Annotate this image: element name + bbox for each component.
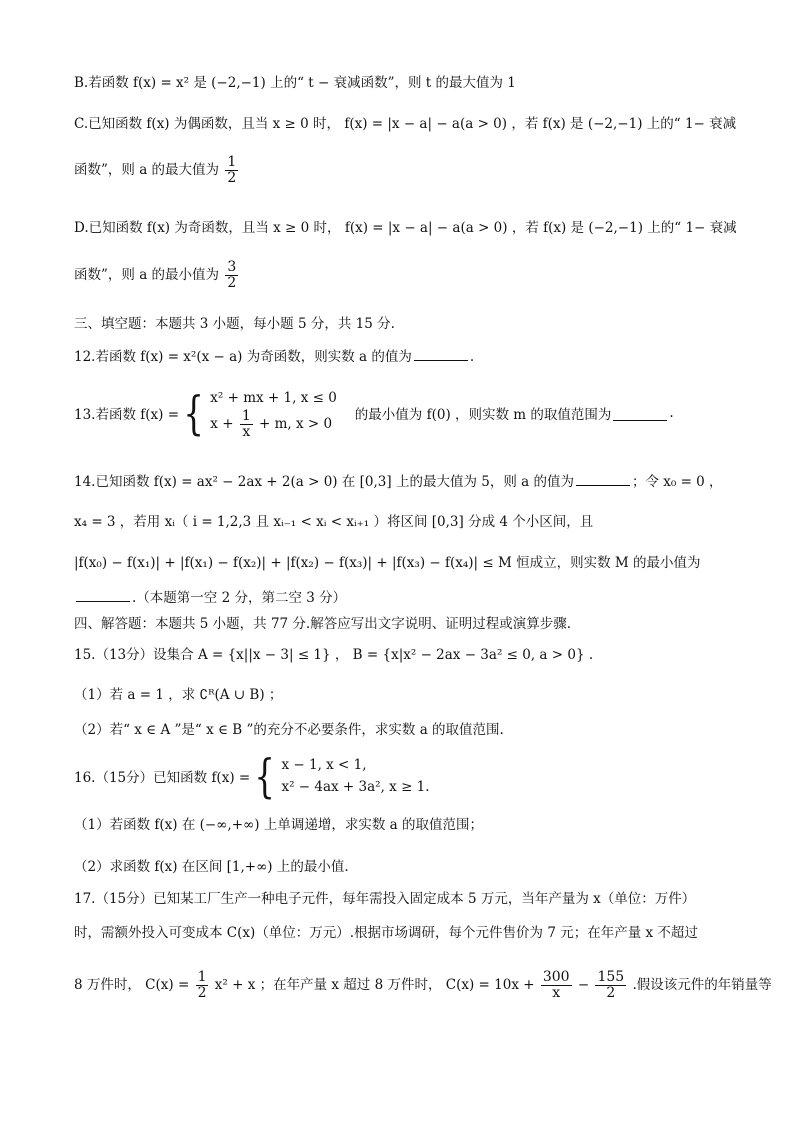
fraction-three-halves <box>225 260 238 291</box>
fraction-300-over-x <box>541 970 572 1001</box>
question-14-line2: x₄ = 3 ，若用 xᵢ（ i = 1,2,3 且 xᵢ₋₁ < xᵢ < xᵢ₊₁ ）将区间 [0,3] 分成 4 个小区间，且 <box>74 514 594 530</box>
answer-blank <box>414 346 468 361</box>
frac-num: 1 <box>241 407 251 424</box>
question-16 <box>74 749 430 803</box>
frac-den: 2 <box>227 170 237 186</box>
q14-text-1: 14.已知函数 f(x) = ax² − 2ax + 2(a > 0) 在 [0,3] 上的最大值为 5，则 a 的值为 <box>74 474 574 490</box>
q13-case-2 <box>210 409 337 440</box>
answer-blank <box>613 406 667 421</box>
frac-den: 2 <box>227 275 237 291</box>
option-b: B.若函数 f(x) = x² 是 (−2,−1) 上的“ t − 衰减函数”，则 t 的最大值为 1 <box>74 75 516 91</box>
question-17-line2: 时，需额外投入可变成本 C(x)（单位：万元）.根据市场调研，每个元件售价为 7 元；在年产量 x 不超过 <box>74 925 698 941</box>
q16-case-2: x² − 4ax + 3a², x ≥ 1. <box>281 779 430 795</box>
frac-den: 2 <box>606 985 616 1001</box>
q17-text-b: x² + x ；在年产量 x 超过 8 万件时， C(x) = 10x + <box>214 977 535 993</box>
fraction-one-half <box>225 155 238 186</box>
frac-num: 1 <box>197 969 207 985</box>
question-16-part-2: （2）求函数 f(x) 在区间 [1,+∞) 上的最小值. <box>74 859 349 875</box>
q13-case-1: x² + mx + 1, x ≤ 0 <box>210 389 337 406</box>
fraction-155-halves <box>595 970 626 1001</box>
q17-text-c: − <box>577 977 590 993</box>
frac-den: 2 <box>197 985 207 1001</box>
fraction-one-half <box>196 970 209 1001</box>
question-14-line3: |f(x₀) − f(x₁)| + |f(x₁) − f(x₂)| + |f(x₂) − f(x₃)| + |f(x₃) − f(x₄)| ≤ M 恒成立，则实数 M 的最小值为 <box>74 555 701 571</box>
section-4-heading: 四、解答题：本题共 5 小题，共 77 分.解答应写出文字说明、证明过程或演算步骤. <box>74 616 572 632</box>
question-15-part-2: （2）若“ x ∈ A ”是“ x ∈ B ”的充分不必要条件，求实数 a 的取值范围. <box>74 722 504 738</box>
question-12 <box>74 346 754 367</box>
frac-num: 155 <box>597 969 625 985</box>
q17-text-a: 8 万件时， C(x) = <box>74 977 190 993</box>
answer-blank <box>76 587 130 602</box>
q12-end: . <box>469 349 475 365</box>
question-17-line1: 17.（15分）已知某工厂生产一种电子元件，每年需投入固定成本 5 万元，当年产量为 x（单位：万件） <box>74 891 696 907</box>
left-brace: { <box>254 749 276 803</box>
option-d-text: 函数”，则 a 的最小值为 <box>74 267 220 283</box>
frac-num: 3 <box>227 259 237 275</box>
answer-blank <box>576 471 630 486</box>
q17-text-d: .假设该元件的年销量等 <box>632 977 772 993</box>
question-14-line4 <box>74 587 754 608</box>
frac-den: x <box>552 985 561 1001</box>
question-15: 15.（13分）设集合 A = {x||x − 3| ≤ 1} ， B = {x|x² − 2ax − 3a² ≤ 0, a > 0} . <box>74 647 594 663</box>
q13-pre: 13.若函数 f(x) = <box>74 407 180 423</box>
frac-num: 300 <box>542 969 570 985</box>
q13-post: 的最小值为 f(0) ，则实数 m 的取值范围为 <box>354 407 612 423</box>
question-13 <box>74 380 674 446</box>
q16-case-1: x − 1, x < 1, <box>281 757 367 773</box>
q13-case2-a: x + <box>210 415 234 432</box>
fraction-one-over-x <box>240 409 253 440</box>
q13-case2-b: + m, x > 0 <box>259 415 333 432</box>
frac-num: 1 <box>227 154 237 170</box>
option-d-line2 <box>74 260 754 291</box>
q14-text-4: .（本题第一空 2 分，第二空 3 分） <box>132 590 347 606</box>
option-d-line1: D.已知函数 f(x) 为奇函数，且当 x ≥ 0 时， f(x) = |x − a| − a(a > 0) ，若 f(x) 是 (−2,−1) 上的“ 1− 衰减 <box>74 220 737 236</box>
q13-cases <box>210 387 337 440</box>
option-c-text: 函数”，则 a 的最大值为 <box>74 162 220 178</box>
q14-text-1b: ；令 x₀ = 0 ， <box>631 474 723 490</box>
frac-den: x <box>242 423 251 440</box>
q16-cases <box>281 754 429 798</box>
left-brace: { <box>183 386 204 440</box>
q13-end: . <box>669 405 674 421</box>
option-c-line1: C.已知函数 f(x) 为偶函数，且当 x ≥ 0 时， f(x) = |x − a| − a(a > 0) ，若 f(x) 是 (−2,−1) 上的“ 1− 衰减 <box>74 116 737 132</box>
q16-pre: 16.（15分）已知函数 f(x) = <box>74 770 251 786</box>
question-15-part-1: （1）若 a = 1 ，求 ∁ᴿ(A ∪ B) ； <box>74 687 283 703</box>
question-17-line3 <box>74 966 772 1004</box>
question-16-part-1: （1）若函数 f(x) 在 (−∞,+∞) 上单调递增，求实数 a 的取值范围； <box>74 817 483 833</box>
section-3-heading: 三、填空题：本题共 3 小题，每小题 5 分，共 15 分. <box>74 316 395 332</box>
q12-text: 12.若函数 f(x) = x²(x − a) 为奇函数，则实数 a 的值为 <box>74 349 412 365</box>
option-c-line2 <box>74 155 754 186</box>
question-14-line1 <box>74 471 754 492</box>
